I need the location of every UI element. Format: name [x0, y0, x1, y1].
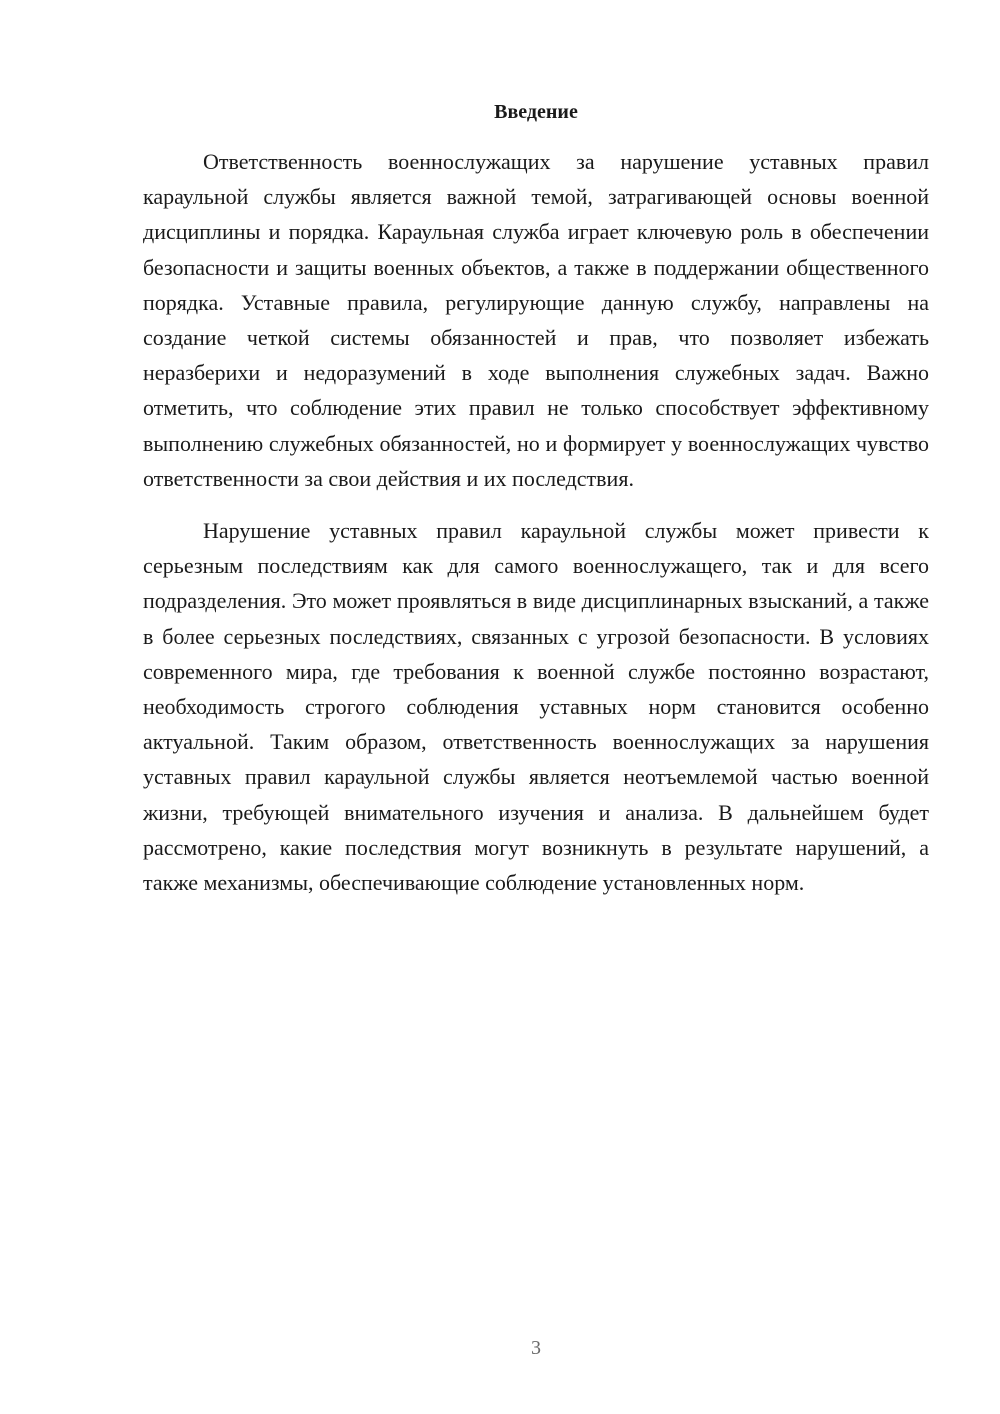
body-text [143, 144, 929, 900]
paragraph-1: Ответственность военнослужащих за нарушение уставных правил караульной службы является важной темой, затрагивающей основы военной дисциплины и порядка. Караульная служба играет ключевую роль в обеспечении безопасности и защиты военных объектов, а также в поддержании общественного порядка. Уставные правила, регулирующие данную службу, направлены на создание четкой системы обязанностей и прав, что позволяет избежать неразберихи и недоразумений в ходе выполнения служебных задач. Важно отметить, что соблюдение этих правил не только способствует эффективному выполнению служебных обязанностей, но и формирует у военнослужащих чувство ответственности за свои действия и их последствия. [143, 149, 929, 491]
paragraph-2: Нарушение уставных правил караульной службы может привести к серьезным последствиям как для самого военнослужащего, так и для всего подразделения. Это может проявляться в виде дисциплинарных взысканий, а также в более серьезных последствиях, связанных с угрозой безопасности. В условиях современного мира, где требования к военной службе постоянно возрастают, необходимость строгого соблюдения уставных норм становится особенно актуальной. Таким образом, ответственность военнослужащих за нарушения уставных правил караульной службы является неотъемлемой частью военной жизни, требующей внимательного изучения и анализа. В дальнейшем будет рассмотрено, какие последствия могут возникнуть в результате нарушений, а также механизмы, обеспечивающие соблюдение установленных норм. [143, 518, 929, 896]
section-heading: Введение [494, 101, 578, 123]
page-number: 3 [531, 1337, 541, 1359]
